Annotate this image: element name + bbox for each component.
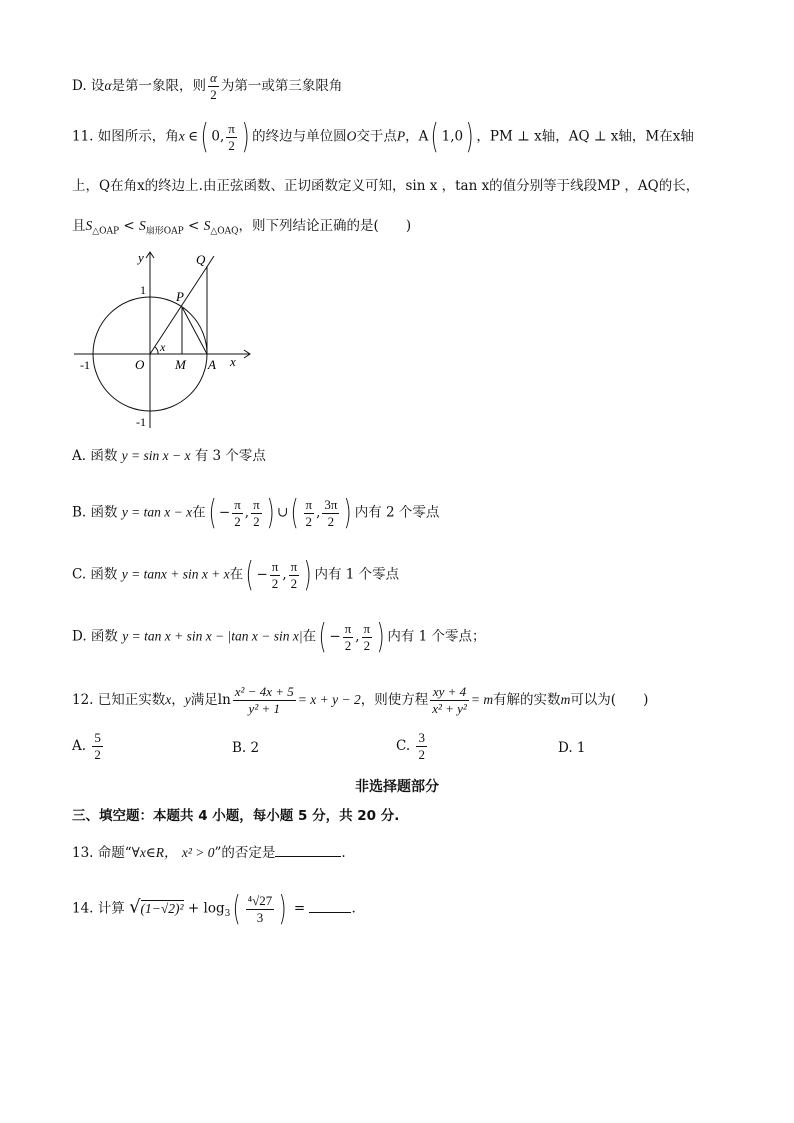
tick-minus-one-left: -1 <box>80 358 90 372</box>
origin-label: O <box>135 357 145 372</box>
angle-x-label: x <box>160 340 166 354</box>
point-a-label: A <box>208 357 216 372</box>
q12-option-d: D. 1 <box>558 740 586 756</box>
point-p-label: P <box>176 289 184 304</box>
q13: 13. 命题“∀x∈R， x² > 0”的否定是 . <box>72 842 734 863</box>
q12-option-a: A. $\frac{5}{2}$ <box>72 730 101 762</box>
point-q-label: Q <box>196 252 206 267</box>
prev-option-d: D. 设α是第一象限，则 $\frac{\alpha}{2}$ 为第一或第三象限角 <box>72 70 343 102</box>
y-axis-label: y <box>138 250 144 265</box>
q11-option-c: C. 函数 y = tanx + sin x + x在( − $\frac{\pi}{2}$ , $\frac{\pi}{2}$ ) 内有 1 个零点 <box>72 555 400 595</box>
q12-stem: 12. 已知正实数x，y满足ln $\frac{\text{x² − 4x + 5}}{\text{y² + 1}}$ = x + y − 2，则使方程 $\frac{xy + 4}{\text{x² + y²}}$ = m有解的实数m可以为( ) <box>72 684 649 716</box>
q11-line1: 11. 如图所示，角x ∈( 0, $\frac{\pi}{2}$ ) 的终边与单位圆O交于点P，A( 1,0) ，PM ⊥ x轴，AQ ⊥ x轴，M在x轴 <box>72 117 694 157</box>
point-m-label: M <box>175 357 186 372</box>
q14: 14. 计算 $√(1-√2)^2 + \log_3$( $\frac{\text{⁴√27}}{3}$ ) = . <box>72 889 356 929</box>
tick-minus-one-bottom: -1 <box>136 415 146 429</box>
q13-answer-blank[interactable] <box>275 842 341 857</box>
section3-heading: 三、填空题：本题共 4 小题，每小题 5 分，共 20 分. <box>72 808 400 824</box>
q11-line2: 上，Q在角x的终边上.由正弦函数、正切函数定义可知，sin x ，tan x的值分别等于线段MP ，AQ的长， <box>72 178 700 194</box>
section-title: 非选择题部分 <box>355 779 439 795</box>
q14-answer-blank[interactable] <box>309 898 351 913</box>
q11-line3: 且$S_{\triangle OAP} < S_{扇形OAP} < S_{\triangle OAQ}$，则下列结论正确的是( ) <box>72 218 412 237</box>
tick-one-top: 1 <box>140 283 146 297</box>
q11-option-d: D. 函数 y = tan x + sin x − |tan x − sin x|在( − $\frac{\pi}{2}$ , $\frac{\pi}{2}$ ) 内有 1 个零点； <box>72 617 486 657</box>
unit-circle-figure <box>72 248 262 434</box>
alpha-half-fraction: $\frac{\alpha}{2}$ <box>210 70 217 102</box>
q11-option-b: B. 函数 y = tan x − x在( − $\frac{\pi}{2}$ , $\frac{\pi}{2}$ ) ∪( $\frac{\pi}{2}$ , $\frac{3\pi}{2}$ ) 内有 2 个零点 <box>72 493 440 533</box>
q12-option-b: B. 2 <box>232 740 260 756</box>
x-axis-label: x <box>230 354 236 369</box>
q11-option-a: A. 函数 y = sin x − x 有 3 个零点 <box>72 448 266 464</box>
q12-option-c: C. $\frac{3}{2}$ <box>396 730 425 762</box>
